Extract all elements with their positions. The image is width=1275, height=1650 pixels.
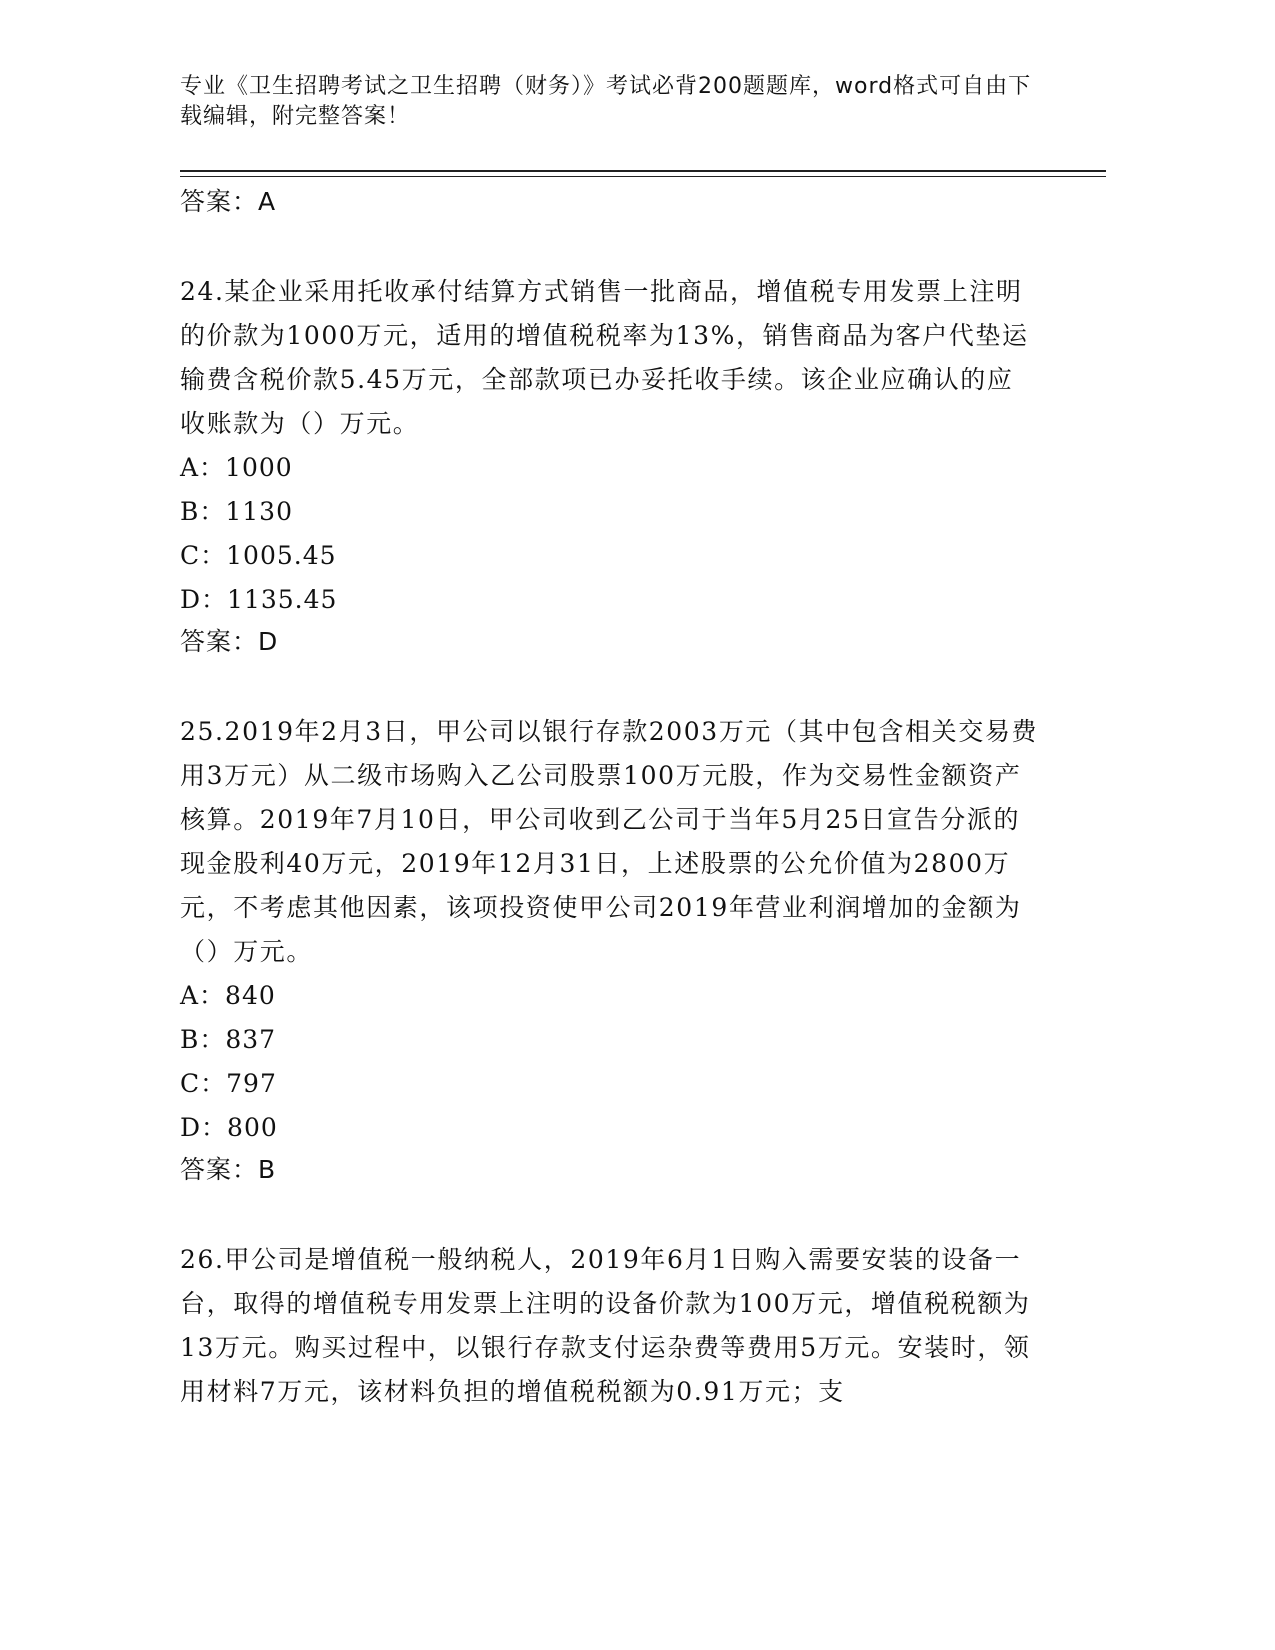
question-25-option-b: B：837: [180, 1025, 277, 1054]
question-25-option-c: C：797: [180, 1069, 277, 1098]
question-24-answer: 答案：D: [180, 627, 279, 656]
question-24-option-b: B：1130: [180, 497, 293, 526]
question-26: [180, 1238, 1040, 1414]
page-header: 专业《卫生招聘考试之卫生招聘（财务）》考试必背200题题库，word格式可自由下载编辑，附完整答案！: [180, 74, 1032, 129]
question-content: [180, 182, 1040, 1414]
question-25-answer: 答案：B: [180, 1155, 277, 1184]
question-24-option-c: C：1005.45: [180, 541, 337, 570]
question-25-option-a: A：840: [180, 981, 276, 1010]
question-24-option-d: D：1135.45: [180, 585, 338, 614]
question-24-option-a: A：1000: [180, 453, 293, 482]
question-26-stem: 26.甲公司是增值税一般纳税人，2019年6月1日购入需要安装的设备一台，取得的增值税专用发票上注明的设备价款为100万元，增值税税额为13万元。购买过程中，以银行存款支付运杂费等费用5万元。安装时，领用材料7万元，该材料负担的增值税税额为0.91万元；支: [180, 1245, 1031, 1406]
question-24-stem: 24.某企业采用托收承付结算方式销售一批商品，增值税专用发票上注明的价款为1000万元，适用的增值税税率为13%，销售商品为客户代垫运输费含税价款5.45万元，全部款项已办妥托收手续。该企业应确认的应收账款为（）万元。: [180, 277, 1029, 438]
question-25-option-d: D：800: [180, 1113, 278, 1142]
header-divider-thick: [180, 170, 1106, 172]
question-24: [180, 270, 1040, 662]
spacer: [180, 662, 1040, 710]
question-25-stem: 25.2019年2月3日，甲公司以银行存款2003万元（其中包含相关交易费用3万元）从二级市场购入乙公司股票100万元股，作为交易性金额资产核算。2019年7月10日，甲公司收到乙公司于当年5月25日宣告分派的现金股利40万元，2019年12月31日，上述股票的公允价值为2800万元，不考虑其他因素，该项投资使甲公司2019年营业利润增加的金额为（）万元。: [180, 717, 1039, 966]
spacer: [180, 222, 1040, 270]
spacer: [180, 1190, 1040, 1238]
previous-answer: 答案：A: [180, 187, 277, 216]
question-25: [180, 710, 1040, 1190]
header-divider-thin: [180, 176, 1106, 177]
